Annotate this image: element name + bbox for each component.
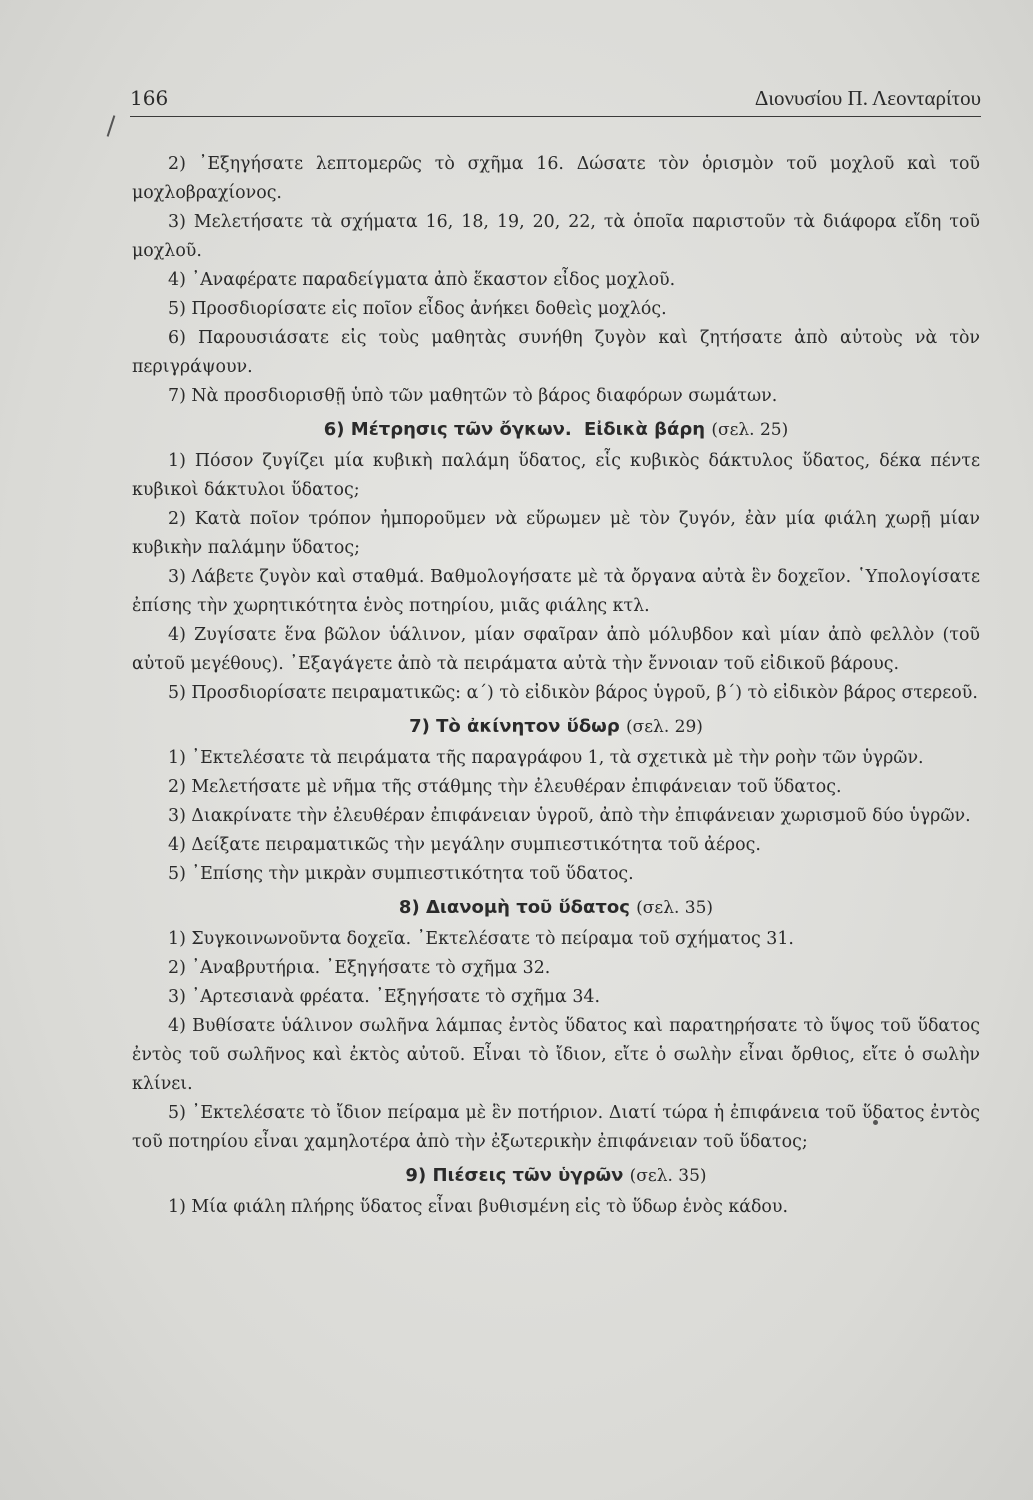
section-heading — [132, 415, 980, 445]
paragraph: 1) Συγκοινωνοῦντα δοχεῖα. ᾿Εκτελέσατε τὸ πείραμα τοῦ σχήματος 31. — [168, 929, 794, 949]
paragraph: 2) ᾿Αναβρυτήρια. ᾿Εξηγήσατε τὸ σχῆμα 32. — [168, 958, 551, 978]
section-title: 9) Πιέσεις τῶν ὑγρῶν — [405, 1165, 624, 1186]
margin-mark — [107, 115, 116, 137]
author-name: Διονυσίου Π. Λεονταρίτου — [754, 86, 981, 110]
paragraph: 4) Βυθίσατε ὑάλινον σωλῆνα λάμπας ἐντὸς ὕδατος καὶ παρατηρήσατε τὸ ὕψος τοῦ ὕδατος ἐντὸς τοῦ σωλῆνος καὶ ἐκτὸς αὐτοῦ. Εἶναι τὸ ἴδιον, εἴτε ὁ σωλὴν εἶναι ὄρθιος, εἴτε ὁ σωλὴν κλίνει. — [132, 1016, 980, 1094]
paragraph: 5) ᾿Εκτελέσατε τὸ ἴδιον πείραμα μὲ ἓν ποτήριον. Διατί τώρα ἡ ἐπιφάνεια τοῦ ὕδατος ἐντὸς τοῦ ποτηρίου εἶναι χαμηλοτέρα ἀπὸ τὴν ἐξωτερικὴν ἐπιφάνειαν τοῦ ὕδατος; — [132, 1103, 980, 1152]
section-title: 7) Τὸ ἀκίνητον ὕδωρ — [409, 716, 620, 737]
running-header — [130, 86, 981, 117]
paragraph: 4) Δείξατε πειραματικῶς τὴν μεγάλην συμπιεστικότητα τοῦ ἀέρος. — [168, 835, 761, 855]
paragraph: 2) ᾿Εξηγήσατε λεπτομερῶς τὸ σχῆμα 16. Δώσατε τὸν ὁρισμὸν τοῦ μοχλοῦ καὶ τοῦ μοχλοβραχίονος. — [132, 154, 980, 203]
page-number: 166 — [130, 86, 169, 110]
page-reference: (σελ. 29) — [626, 717, 703, 737]
section-heading — [132, 893, 980, 923]
section-title: 6) Μέτρησις τῶν ὄγκων. — [323, 419, 572, 440]
section-heading — [132, 712, 980, 742]
paragraph: 3) ᾿Αρτεσιανὰ φρέατα. ᾿Εξηγήσατε τὸ σχῆμα 34. — [168, 987, 600, 1007]
paragraph: 7) Νὰ προσδιορισθῇ ὑπὸ τῶν μαθητῶν τὸ βάρος διαφόρων σωμάτων. — [168, 386, 778, 406]
paragraph: 2) Κατὰ ποῖον τρόπον ἠμποροῦμεν νὰ εὕρωμεν μὲ τὸν ζυγόν, ἐὰν μία φιάλη χωρῇ μίαν κυβικὴν παλάμην ὕδατος; — [132, 509, 980, 558]
section-subtitle: Εἰδικὰ βάρη — [583, 419, 706, 440]
paragraph: 4) ᾿Αναφέρατε παραδείγματα ἀπὸ ἕκαστον εἶδος μοχλοῦ. — [168, 270, 676, 290]
paragraph: 1) Μία φιάλη πλήρης ὕδατος εἶναι βυθισμένη εἰς τὸ ὕδωρ ἑνὸς κάδου. — [168, 1197, 788, 1217]
paragraph: 1) ᾿Εκτελέσατε τὰ πειράματα τῆς παραγράφου 1, τὰ σχετικὰ μὲ τὴν ροὴν τῶν ὑγρῶν. — [168, 748, 924, 768]
section-title: 8) Διανομὴ τοῦ ὕδατος — [398, 897, 630, 918]
paragraph: 5) ᾿Επίσης τὴν μικρὰν συμπιεστικότητα τοῦ ὕδατος. — [168, 864, 634, 884]
paragraph: 4) Ζυγίσατε ἕνα βῶλον ὑάλινον, μίαν σφαῖραν ἀπὸ μόλυβδον καὶ μίαν ἀπὸ φελλὸν (τοῦ αὐτοῦ μεγέθους). ᾿Εξαγάγετε ἀπὸ τὰ πειράματα αὐτὰ τὴν ἔννοιαν τοῦ εἰδικοῦ βάρους. — [132, 625, 980, 674]
section-heading — [132, 1161, 980, 1191]
page-reference: (σελ. 35) — [636, 898, 714, 918]
paragraph: 1) Πόσον ζυγίζει μία κυβικὴ παλάμη ὕδατος, εἷς κυβικὸς δάκτυλος ὕδατος, δέκα πέντε κυβικοὶ δάκτυλοι ὕδατος; — [132, 451, 980, 500]
paragraph: 5) Προσδιορίσατε εἰς ποῖον εἶδος ἀνήκει δοθεὶς μοχλός. — [168, 299, 667, 319]
paragraph: 2) Μελετήσατε μὲ νῆμα τῆς στάθμης τὴν ἐλευθέραν ἐπιφάνειαν τοῦ ὕδατος. — [168, 777, 842, 797]
page-reference: (σελ. 25) — [711, 420, 789, 440]
paragraph: 3) Λάβετε ζυγὸν καὶ σταθμά. Βαθμολογήσατε μὲ τὰ ὄργανα αὐτὰ ἓν δοχεῖον. ῾Υπολογίσατε ἐπίσης τὴν χωρητικότητα ἑνὸς ποτηρίου, μιᾶς φιάλης κτλ. — [132, 567, 980, 616]
paragraph: 5) Προσδιορίσατε πειραματικῶς: α΄) τὸ εἰδικὸν βάρος ὑγροῦ, β΄) τὸ εἰδικὸν βάρος στερεοῦ. — [168, 683, 978, 703]
paragraph: 3) Μελετήσατε τὰ σχήματα 16, 18, 19, 20, 22, τὰ ὁποῖα παριστοῦν τὰ διάφορα εἴδη τοῦ μοχλοῦ. — [132, 212, 980, 261]
page-reference: (σελ. 35) — [629, 1166, 707, 1186]
paragraph: 3) Διακρίνατε τὴν ἐλευθέραν ἐπιφάνειαν ὑγροῦ, ἀπὸ τὴν ἐπιφάνειαν χωρισμοῦ δύο ὑγρῶν. — [168, 806, 971, 826]
paragraph: 6) Παρουσιάσατε εἰς τοὺς μαθητὰς συνήθη ζυγὸν καὶ ζητήσατε ἀπὸ αὐτοὺς νὰ τὸν περιγράψουν. — [132, 328, 980, 377]
page-body — [132, 150, 980, 1222]
